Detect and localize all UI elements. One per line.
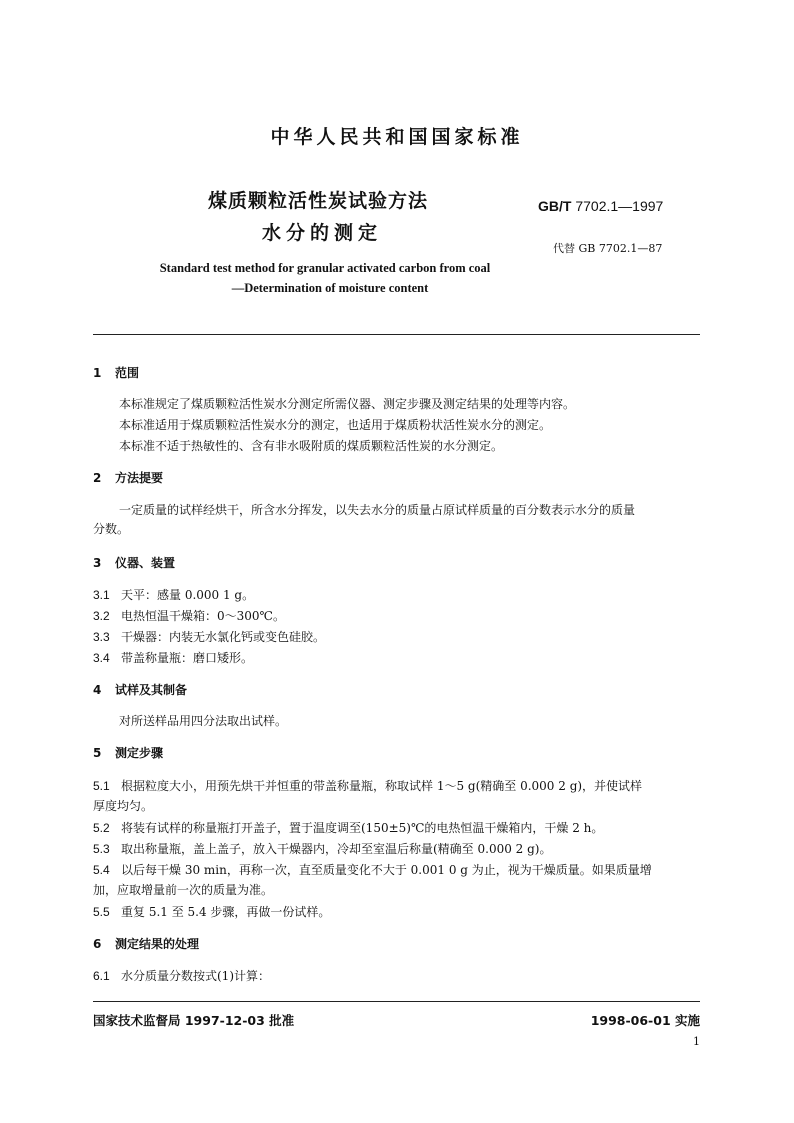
clause-number: 5.3 — [93, 842, 110, 856]
clause-number: 5.4 — [93, 863, 110, 877]
clause-text: 重复 5.1 至 5.4 步骤，再做一份试样。 — [121, 905, 331, 919]
clause-text: 电热恒温干燥箱：0～300℃。 — [121, 609, 285, 623]
clause-item — [93, 967, 700, 984]
clause-number: 6.1 — [93, 969, 110, 983]
paragraph-continuation: 分数。 — [93, 522, 130, 536]
clause-number: 5.2 — [93, 821, 110, 835]
clause-item — [93, 861, 700, 878]
clause-text: 干燥器：内装无水氯化钙或变色硅胶。 — [121, 630, 326, 644]
english-title-line2: —Determination of moisture content — [231, 281, 429, 295]
standard-code: 7702.1—1997 — [575, 198, 664, 214]
paragraph: 本标准不适于热敏性的、含有非水吸附质的煤质颗粒活性炭的水分测定。 — [119, 439, 504, 453]
clause-item — [93, 607, 700, 624]
standard-prefix: GB/T — [538, 198, 572, 214]
section-title: 方法提要 — [115, 471, 164, 485]
section-title: 测定步骤 — [115, 746, 164, 760]
section-title: 范围 — [115, 366, 140, 380]
section-number: 2 — [93, 471, 102, 485]
section-heading-4 — [93, 681, 187, 698]
clause-item — [93, 903, 700, 920]
document-title-line1: 煤质颗粒活性炭试验方法 — [208, 190, 429, 212]
clause-number: 3.2 — [93, 609, 110, 623]
header-divider — [93, 334, 700, 335]
clause-item — [93, 777, 700, 794]
clause-item — [93, 840, 700, 857]
clause-number: 3.3 — [93, 630, 110, 644]
clause-text: 将装有试样的称量瓶打开盖子，置于温度调至(150±5)℃的电热恒温干燥箱内，干燥 2 h。 — [121, 821, 604, 835]
clause-text: 带盖称量瓶：磨口矮形。 — [121, 651, 254, 665]
implementation-date: 1998-06-01 实施 — [590, 1013, 700, 1028]
section-heading-6 — [93, 935, 199, 952]
section-number: 3 — [93, 556, 102, 570]
footer-divider — [93, 1001, 700, 1002]
clause-item — [93, 819, 700, 836]
clause-number: 5.5 — [93, 905, 110, 919]
clause-item — [93, 586, 700, 603]
document-title-line2: 水分的测定 — [262, 222, 383, 244]
section-title: 试样及其制备 — [115, 683, 188, 697]
section-title: 仪器、装置 — [115, 556, 176, 570]
paragraph: 一定质量的试样经烘干，所含水分挥发，以失去水分的质量占原试样质量的百分数表示水分的质量 — [119, 503, 636, 517]
clause-item — [93, 628, 700, 645]
section-heading-3 — [93, 554, 175, 571]
paragraph: 本标准适用于煤质颗粒活性炭水分的测定，也适用于煤质粉状活性炭水分的测定。 — [119, 418, 552, 432]
clause-continuation: 加，应取增量前一次的质量为准。 — [93, 883, 274, 897]
section-number: 5 — [93, 746, 102, 760]
replaces-standard: 代替 GB 7702.1—87 — [553, 242, 663, 255]
english-title-line1: Standard test method for granular activated carbon from coal — [159, 261, 491, 275]
clause-number: 3.1 — [93, 588, 110, 602]
clause-text: 天平：感量 0.000 1 g。 — [121, 588, 255, 602]
section-title: 测定结果的处理 — [115, 937, 200, 951]
page-number: 1 — [693, 1035, 700, 1048]
clause-item — [93, 649, 700, 666]
clause-continuation: 厚度均匀。 — [93, 799, 154, 813]
standard-number — [538, 198, 663, 214]
approval-date: 国家技术监督局 1997-12-03 批准 — [93, 1013, 295, 1028]
clause-number: 5.1 — [93, 779, 110, 793]
section-heading-1 — [93, 364, 139, 381]
clause-number: 3.4 — [93, 651, 110, 665]
section-number: 6 — [93, 937, 102, 951]
section-heading-5 — [93, 744, 163, 761]
clause-text: 根据粒度大小，用预先烘干并恒重的带盖称量瓶，称取试样 1～5 g(精确至 0.000 2 g)，并使试样 — [121, 779, 643, 793]
paragraph: 本标准规定了煤质颗粒活性炭水分测定所需仪器、测定步骤及测定结果的处理等内容。 — [119, 397, 576, 411]
section-heading-2 — [93, 469, 163, 486]
clause-text: 水分质量分数按式(1)计算： — [121, 969, 270, 983]
section-number: 1 — [93, 366, 102, 380]
clause-text: 以后每干燥 30 min，再称一次，直至质量变化不大于 0.001 0 g 为止，视为干燥质量。如果质量增 — [121, 863, 652, 877]
national-standard-heading: 中华人民共和国国家标准 — [270, 126, 524, 148]
clause-text: 取出称量瓶，盖上盖子，放入干燥器内，冷却至室温后称量(精确至 0.000 2 g)。 — [121, 842, 552, 856]
paragraph: 对所送样品用四分法取出试样。 — [119, 714, 288, 728]
section-number: 4 — [93, 683, 102, 697]
